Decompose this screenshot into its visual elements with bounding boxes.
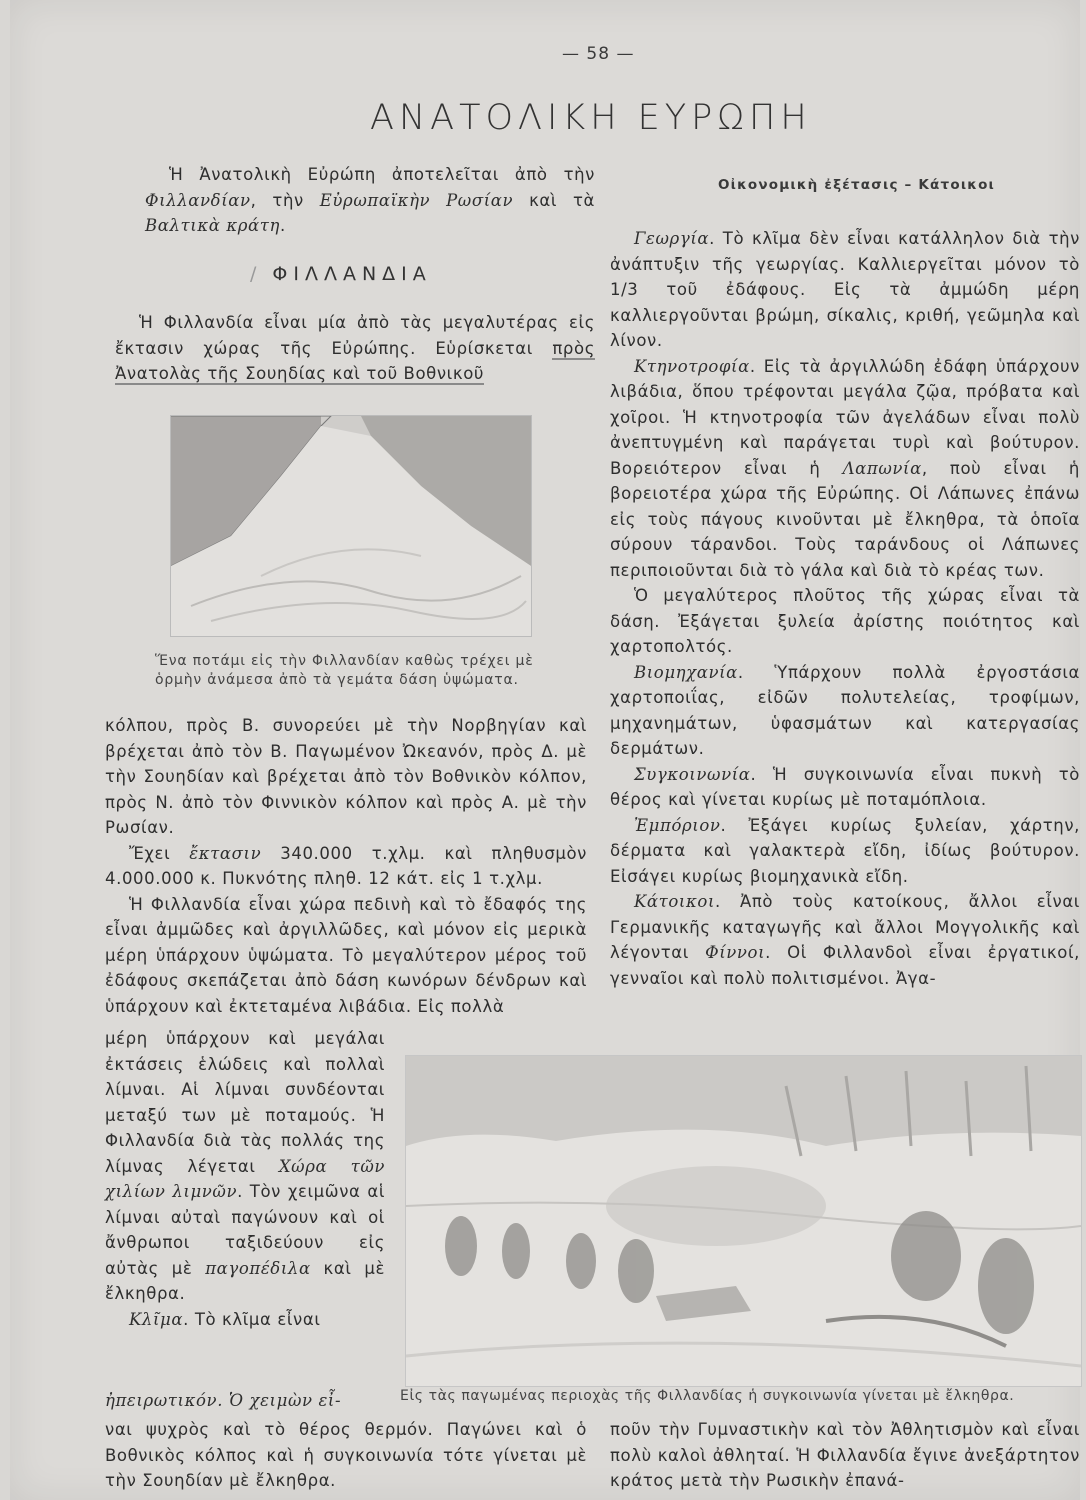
lakes-paragraph <box>105 1026 385 1332</box>
agriculture-label: Γεωργία <box>634 229 710 248</box>
livestock-label: Κτηνοτροφία <box>634 356 750 376</box>
book-page <box>10 0 1080 1500</box>
skates-italic: παγοπέδιλα <box>205 1258 311 1278</box>
river-photo <box>170 415 532 637</box>
area-lead: Ἔχει <box>129 843 171 863</box>
intro-end: . <box>280 216 286 235</box>
area-italic: ἔκτασιν <box>189 843 262 863</box>
finns-italic: Φίννοι <box>705 943 766 962</box>
industry-label: Βιομηχανία <box>634 662 738 682</box>
industry-text: . Ὑπάρχουν πολλὰ ἐργοστάσια χαρτοποιΐας, εἰδῶν πολυτελείας, τροφίμων, μηχανημάτων, ὑφασμάτων καὶ κατεργασίας δερμάτων. <box>610 662 1080 758</box>
page-number: — 58 — <box>562 44 635 64</box>
climate-text: . Τὸ κλῖμα εἶναι <box>183 1309 321 1329</box>
inhabitants-text-a: . Ἀπὸ τοὺς κατοίκους, ἄλλοι εἶναι Γερμανικῆς καταγωγῆς καὶ ἄλλοι Μογγολικῆς καὶ λέγονται <box>610 892 1080 962</box>
finland-heading-text: ΦΙΛΛΑΝΔΙΑ <box>272 263 432 285</box>
intro-paragraph <box>145 162 595 239</box>
trade-label: Ἐμπόριον <box>634 815 721 835</box>
finland-p1-a: Ἡ Φιλλανδία εἶναι μία ἀπὸ τὰς μεγαλυτέρας εἰς ἔκτασιν χώρας τῆς Εὐρώπης. Εὑρίσκεται <box>115 313 595 358</box>
inhabitants-text-b: . Οἱ Φιλλανδοὶ εἶναι ἐργατικοί, γενναῖοι καὶ πολὺ πολιτισμένοι. Ἀγα- <box>610 943 1080 988</box>
pencil-mark-icon: / <box>250 263 263 285</box>
lapland-italic: Λαπωνία <box>842 458 922 478</box>
wealth-text: Ὁ μεγαλύτερος πλοῦτος τῆς χώρας εἶναι τὰ δάση. Ἐξάγεται ξυλεία ἀρίστης ποιότητος καὶ χαρτοπολτός. <box>610 586 1080 656</box>
intro-finland: Φιλλανδίαν <box>145 190 251 210</box>
finland-paragraph-1 <box>115 310 595 387</box>
communication-text: . Ἡ συγκοινωνία εἶναι πυκνὴ τὸ θέρος καὶ γίνεται κυρίως μὲ ποταμόπλοια. <box>610 764 1080 809</box>
sledge-photo <box>405 1055 1082 1387</box>
lakes-text-b: . Τὸν χειμῶνα αἱ λίμναι αὐταὶ παγώνουν καὶ οἱ ἄνθρωποι ταξιδεύουν εἰς αὐτὰς μὲ <box>105 1182 386 1278</box>
communication-label: Συγκοινωνία <box>634 764 751 784</box>
right-bottom-paragraph <box>610 1417 1080 1494</box>
intro-russia: Εὐρωπαϊκὴν Ρωσίαν <box>319 190 514 210</box>
borders-text: κόλπου, πρὸς Β. συνορεύει μὲ τὴν Νορβηγίαν καὶ βρέχεται ἀπὸ τὸν Β. Παγωμένον Ὠκεανόν, πρὸς Δ. μὲ τὴν Σουηδίαν καὶ βρέχεται ἀπὸ τὸν Βοθνικὸν κόλπον, πρὸς Ν. ἀπὸ τὸν Φιννικὸν κόλπον καὶ πρὸς Α. μὲ τὴν Ρωσίαν. <box>105 716 587 837</box>
finland-p1-b: πρὸς Ἀνατολὰς τῆς Σουηδίας καὶ τοῦ Βοθνικοῦ <box>115 338 595 383</box>
lakes-nickname: Χώρα τῶν χιλίων λιμνῶν <box>105 1156 385 1201</box>
river-photo-caption: Ἕνα ποτάμι εἰς τὴν Φιλλανδίαν καθὼς τρέχει μὲ ὁρμὴν ἀνάμεσα ἀπὸ τὰ γεμάτα δάση ὑψώματα. <box>155 653 534 688</box>
intro-lead: Ἡ Ἀνατολικὴ Εὐρώπη ἀποτελεῖται ἀπὸ τὴν <box>169 165 595 184</box>
sledge-photo-illustration <box>406 1056 1081 1386</box>
climate-label: Κλῖμα <box>129 1309 184 1329</box>
intro-mid: , τὴν <box>250 190 304 210</box>
climate-continuation-text: ναι ψυχρὸς καὶ τὸ θέρος θερμόν. Παγώνει καὶ ὁ Βοθνικὸς κόλπος καὶ ἡ συγκοινωνία τότε γίνεται μὲ τὴν Σουηδίαν μὲ ἔλκηθρα. <box>105 1420 587 1490</box>
river-photo-illustration <box>171 416 531 636</box>
page-title: ΑΝΑΤΟΛΙΚΗ ΕΥΡΩΠΗ <box>370 98 812 138</box>
economy-heading: Οἰκονομικὴ ἐξέτασις – Κάτοικοι <box>718 177 996 193</box>
sledge-photo-caption: Εἰς τὰς παγωμένας περιοχὰς τῆς Φιλλανδίας ἡ συγκοινωνία γίνεται μὲ ἔλκηθρα. <box>400 1388 1015 1404</box>
climate-continuation <box>105 1417 587 1494</box>
finland-heading <box>250 263 432 285</box>
agriculture-text: . Τὸ κλῖμα δὲν εἶναι κατάλληλον διὰ τὴν ἀνάπτυξιν τῆς γεωργίας. Καλλιεργεῖται μόνον τὸ 1/3 τοῦ ἐδάφους. Εἰς τὰ ἀμμώδη μέρη καλλιεργοῦνται βρώμη, σίκαλις, κριθή, γεῶμηλα καὶ λίνον. <box>610 229 1080 350</box>
right-bottom-text: ποῦν τὴν Γυμναστικὴν καὶ τὸν Ἀθλητισμὸν καὶ εἶναι πολὺ καλοὶ ἀθληταί. Ἡ Φιλλανδία ἔγινε ἀνεξάρτητον κράτος μετὰ τὴν Ρωσικὴν ἐπανά- <box>610 1420 1080 1490</box>
intro-mid2: καὶ τὰ <box>529 190 595 210</box>
climate-line-text: ἠπειρωτικόν. Ὁ χειμὼν εἶ- <box>105 1391 342 1410</box>
economy-section <box>610 226 1080 991</box>
inhabitants-label: Κάτοικοι <box>634 892 716 911</box>
terrain-text: Ἡ Φιλλανδία εἶναι χώρα πεδινὴ καὶ τὸ ἔδαφός της εἶναι ἀμμῶδες καὶ ἀργιλλῶδες, καὶ μόνον εἰς μερικὰ μέρη ὑπάρχουν ὑψώματα. Τὸ μεγαλύτερον μέρος τοῦ ἐδάφους σκεπάζεται ἀπὸ δάση κωνόρων δένδρων καὶ ὑπάρχουν καὶ ἐκτεταμένα λιβάδια. Εἰς πολλὰ <box>105 894 587 1016</box>
intro-baltic: Βαλτικὰ κράτη <box>145 216 281 235</box>
livestock-text-b: , ποὺ εἶναι ἡ βορειοτέρα χώρα τῆς Εὐρώπης. Οἱ Λάπωνες ἐπάνω εἰς τοὺς πάγους κινοῦνται μὲ ἔλκηθρα, τὰ ὁποῖα σύρουν τάρανδοι. Τοὺς ταράνδους οἱ Λάπωνες περιποιοῦνται διὰ τὸ γάλα καὶ διὰ τὸ κρέας των. <box>610 458 1080 580</box>
trade-text: . Ἐξάγει κυρίως ξυλείαν, χάρτην, δέρματα καὶ γαλακτερὰ εἴδη, ἰδίως βούτυρον. Εἰσάγει κυρίως βιομηχανικὰ εἴδη. <box>610 815 1080 886</box>
climate-line <box>105 1388 395 1414</box>
area-text: 340.000 τ.χλμ. καὶ πληθυσμὸν 4.000.000 κ. Πυκνότης πληθ. 12 κάτ. εἰς 1 τ.χλμ. <box>105 843 587 888</box>
lakes-text-a: μέρη ὑπάρχουν καὶ μεγάλαι ἐκτάσεις ἑλώδεις καὶ πολλαὶ λίμναι. Αἱ λίμναι συνδέονται μεταξύ των μὲ ποταμούς. Ἡ Φιλλανδία διὰ τὰς πολλάς της λίμνας λέγεται <box>105 1029 385 1176</box>
finland-paragraph-2 <box>105 713 587 1019</box>
lakes-text-c: καὶ μὲ ἔλκηθρα. <box>105 1258 385 1303</box>
livestock-text-a: . Εἰς τὰ ἀργιλλώδη ἐδάφη ὑπάρχουν λιβάδια, ὅπου τρέφονται μεγάλα ζῷα, πρόβατα καὶ χοῖροι. Ἡ κτηνοτροφία τῶν ἀγελάδων εἶναι πολὺ ἀνεπτυγμένη καὶ παράγεται τυρὶ καὶ βούτυρον. Βορειότερον εἶναι ἡ <box>610 356 1080 478</box>
